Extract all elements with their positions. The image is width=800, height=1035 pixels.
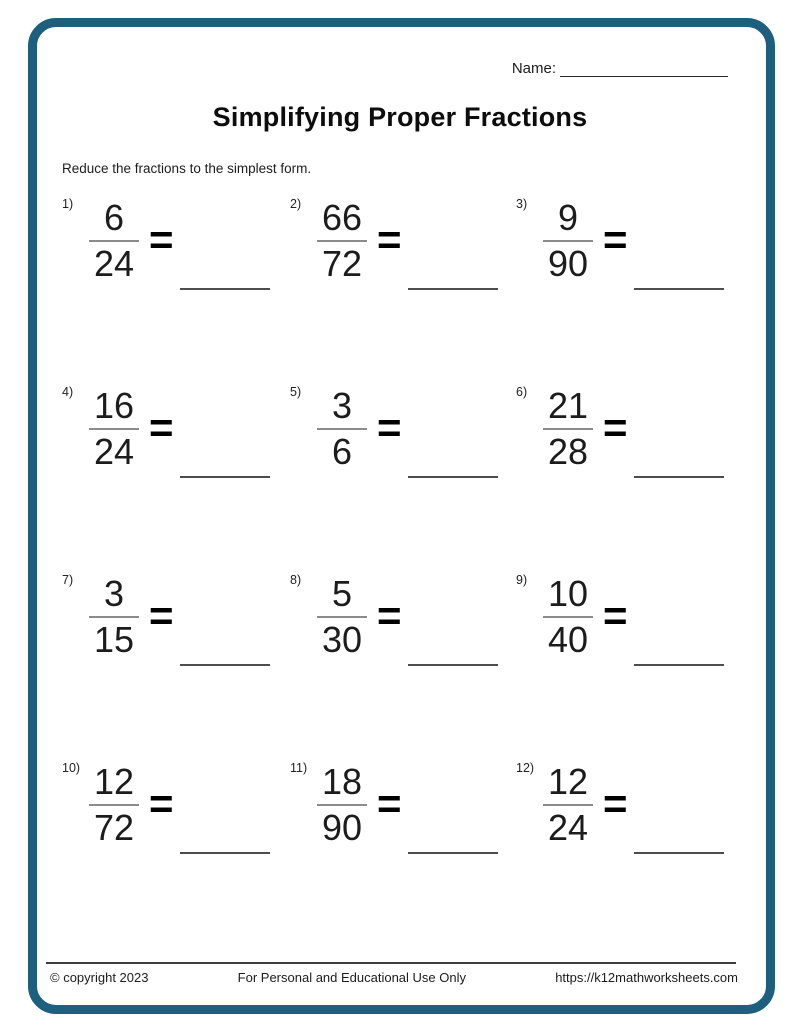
- fraction-denominator: 24: [93, 431, 135, 472]
- problem-number: 1): [62, 197, 74, 211]
- fraction-numerator: 6: [103, 197, 125, 238]
- problem-number: 3): [516, 197, 528, 211]
- problem-number: 5): [290, 385, 302, 399]
- equals-sign: =: [377, 216, 402, 263]
- answer-blank[interactable]: [408, 852, 498, 854]
- fraction-denominator: 6: [331, 431, 353, 472]
- footer: [50, 970, 738, 985]
- problem-10: [62, 759, 290, 874]
- fraction-denominator: 24: [547, 807, 589, 848]
- fraction-numerator: 9: [557, 197, 579, 238]
- answer-blank[interactable]: [180, 476, 270, 478]
- problem-number: 10): [62, 761, 81, 775]
- fraction-bar: [543, 240, 593, 242]
- fraction-numerator: 16: [93, 385, 135, 426]
- answer-blank[interactable]: [634, 476, 724, 478]
- equals-sign: =: [377, 780, 402, 827]
- fraction-numerator: 3: [331, 385, 353, 426]
- fraction-bar: [89, 428, 139, 430]
- fraction-numerator: 12: [547, 761, 589, 802]
- name-label: Name:: [511, 60, 556, 77]
- fraction: [543, 573, 593, 661]
- fraction-denominator: 28: [547, 431, 589, 472]
- problem-number: 9): [516, 573, 528, 587]
- fraction-bar: [89, 240, 139, 242]
- fraction-bar: [317, 616, 367, 618]
- problem-5: [290, 383, 516, 498]
- problem-number: 2): [290, 197, 302, 211]
- fraction-numerator: 5: [331, 573, 353, 614]
- problem-4: [62, 383, 290, 498]
- fraction: [89, 385, 139, 473]
- problem-2: [290, 195, 516, 310]
- answer-blank[interactable]: [634, 288, 724, 290]
- footer-usage: For Personal and Educational Use Only: [237, 970, 467, 985]
- problems-grid: [62, 195, 740, 874]
- fraction-numerator: 12: [93, 761, 135, 802]
- fraction: [317, 573, 367, 661]
- problem-9: [516, 571, 740, 686]
- answer-blank[interactable]: [180, 852, 270, 854]
- problem-11: [290, 759, 516, 874]
- page-title: Simplifying Proper Fractions: [212, 102, 588, 132]
- footer-url: https://k12mathworksheets.com: [555, 970, 738, 985]
- fraction-denominator: 90: [547, 243, 589, 284]
- fraction: [317, 761, 367, 849]
- fraction-denominator: 72: [321, 243, 363, 284]
- fraction: [317, 197, 367, 285]
- fraction-denominator: 30: [321, 619, 363, 660]
- fraction-bar: [543, 616, 593, 618]
- problem-number: 6): [516, 385, 528, 399]
- fraction: [89, 197, 139, 285]
- footer-copyright: © copyright 2023: [50, 970, 149, 985]
- problem-number: 8): [290, 573, 302, 587]
- fraction-denominator: 40: [547, 619, 589, 660]
- fraction-numerator: 21: [547, 385, 589, 426]
- fraction-denominator: 15: [93, 619, 135, 660]
- answer-blank[interactable]: [408, 476, 498, 478]
- fraction: [317, 385, 367, 473]
- fraction: [89, 573, 139, 661]
- problem-6: [516, 383, 740, 498]
- name-input-line[interactable]: [560, 61, 728, 77]
- fraction: [543, 385, 593, 473]
- equals-sign: =: [377, 404, 402, 451]
- equals-sign: =: [603, 780, 628, 827]
- equals-sign: =: [603, 592, 628, 639]
- problem-1: [62, 195, 290, 310]
- answer-blank[interactable]: [634, 852, 724, 854]
- fraction-denominator: 90: [321, 807, 363, 848]
- answer-blank[interactable]: [180, 664, 270, 666]
- instruction-text: Reduce the fractions to the simplest form.: [62, 161, 312, 176]
- answer-blank[interactable]: [180, 288, 270, 290]
- answer-blank[interactable]: [408, 288, 498, 290]
- fraction-numerator: 18: [321, 761, 363, 802]
- problem-number: 12): [516, 761, 535, 775]
- problem-8: [290, 571, 516, 686]
- answer-blank[interactable]: [634, 664, 724, 666]
- problem-3: [516, 195, 740, 310]
- problem-number: 7): [62, 573, 74, 587]
- answer-blank[interactable]: [408, 664, 498, 666]
- fraction-bar: [89, 804, 139, 806]
- fraction-bar: [543, 804, 593, 806]
- fraction-bar: [543, 428, 593, 430]
- fraction-denominator: 72: [93, 807, 135, 848]
- problem-number: 11): [290, 761, 308, 775]
- footer-divider: [46, 962, 736, 964]
- equals-sign: =: [377, 592, 402, 639]
- fraction-bar: [317, 428, 367, 430]
- problem-number: 4): [62, 385, 74, 399]
- equals-sign: =: [149, 780, 174, 827]
- problem-12: [516, 759, 740, 874]
- fraction-numerator: 66: [321, 197, 363, 238]
- name-row: [512, 60, 728, 77]
- fraction-bar: [317, 804, 367, 806]
- fraction: [543, 197, 593, 285]
- problem-7: [62, 571, 290, 686]
- equals-sign: =: [603, 216, 628, 263]
- equals-sign: =: [149, 216, 174, 263]
- fraction: [543, 761, 593, 849]
- fraction-bar: [317, 240, 367, 242]
- fraction-denominator: 24: [93, 243, 135, 284]
- fraction-numerator: 3: [103, 573, 125, 614]
- fraction-bar: [89, 616, 139, 618]
- equals-sign: =: [603, 404, 628, 451]
- equals-sign: =: [149, 592, 174, 639]
- equals-sign: =: [149, 404, 174, 451]
- fraction: [89, 761, 139, 849]
- fraction-numerator: 10: [547, 573, 589, 614]
